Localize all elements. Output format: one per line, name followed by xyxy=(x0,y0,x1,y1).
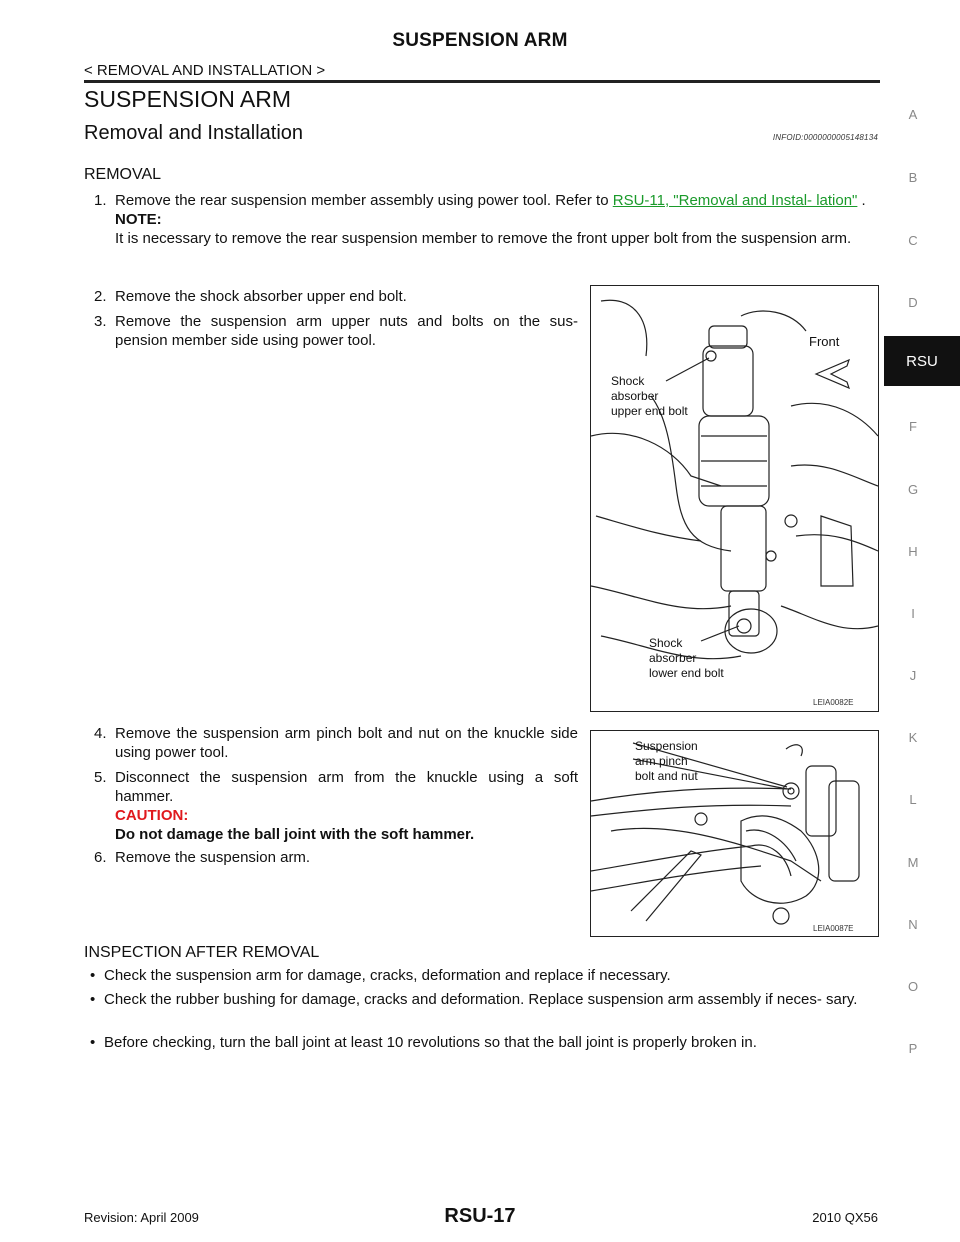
caution-label: CAUTION: xyxy=(115,807,189,824)
label-front: Front xyxy=(809,334,840,349)
step-text: Disconnect the suspension arm from the knuckle using a soft hammer. xyxy=(115,769,578,805)
side-tab-i[interactable]: I xyxy=(911,606,915,621)
step-number: 4. xyxy=(94,725,107,742)
bullet-text: Before checking, turn the ball joint at least 10 revolutions so that the ball joint is properly broken in. xyxy=(104,1034,757,1051)
step-text: Remove the shock absorber upper end bolt. xyxy=(115,288,407,305)
subsection-title: Removal and Installation xyxy=(84,122,304,144)
side-tab-g[interactable]: G xyxy=(907,482,919,497)
step-text: Remove the suspension arm. xyxy=(115,849,311,866)
side-tab-o[interactable]: O xyxy=(907,979,919,994)
step-3 xyxy=(94,312,578,350)
footer-revision: Revision: April 2009 xyxy=(84,1210,199,1225)
step-text: Remove the rear suspension member assembly using power tool. Refer to xyxy=(115,192,613,209)
side-tab-b[interactable]: B xyxy=(908,170,918,185)
inspection-bullet xyxy=(90,990,880,1009)
side-tab-k[interactable]: K xyxy=(908,730,918,745)
side-tab-h[interactable]: H xyxy=(908,544,918,559)
label-lower-end-bolt: Shock absorber lower end bolt xyxy=(649,636,724,680)
side-tab-l[interactable]: L xyxy=(909,792,917,807)
side-tab-n[interactable]: N xyxy=(908,917,918,932)
step-1 xyxy=(94,191,880,248)
caution-text: Do not damage the ball joint with the soft hammer. xyxy=(115,826,475,843)
note-text: It is necessary to remove the rear suspension member to remove the front upper bolt from the suspension arm. xyxy=(115,230,852,247)
inspection-bullet xyxy=(90,966,880,985)
section-title: SUSPENSION ARM xyxy=(84,86,292,112)
side-tab-p[interactable]: P xyxy=(908,1041,918,1056)
side-tab-j[interactable]: J xyxy=(909,668,917,683)
page-header-title: SUSPENSION ARM xyxy=(392,30,568,51)
label-upper-end-bolt: Shock absorber upper end bolt xyxy=(611,374,688,418)
bullet-marker: • xyxy=(90,1034,96,1051)
step-text: Remove the suspension arm upper nuts and bolts on the sus- pension member side using power tool. xyxy=(115,313,578,349)
info-id: INFOID:0000000005148134 xyxy=(772,133,878,142)
side-tab-a[interactable]: A xyxy=(908,107,918,122)
figure-code: LEIA0082E xyxy=(813,698,854,707)
side-tab-f[interactable]: F xyxy=(909,419,917,434)
side-tab-d[interactable]: D xyxy=(908,295,918,310)
side-tab-rsu-active[interactable]: RSU xyxy=(884,336,960,386)
breadcrumb: < REMOVAL AND INSTALLATION > xyxy=(84,62,326,79)
inspection-bullet xyxy=(90,1033,880,1052)
inspection-heading: INSPECTION AFTER REMOVAL xyxy=(84,944,320,961)
bullet-text: Check the rubber bushing for damage, cracks and deformation. Replace suspension arm assembly if neces- sary. xyxy=(104,991,858,1008)
reference-link[interactable]: RSU-11, "Removal and Instal- lation" xyxy=(612,192,858,209)
step-text: Remove the suspension arm pinch bolt and nut on the knuckle side using power tool. xyxy=(115,725,578,761)
figure-pinch-bolt xyxy=(590,730,879,937)
step-number: 1. xyxy=(94,192,107,209)
step-number: 5. xyxy=(94,769,107,786)
step-number: 2. xyxy=(94,288,107,305)
header-divider xyxy=(84,80,880,83)
figure-shock-absorber xyxy=(590,285,879,712)
note-label: NOTE: xyxy=(115,211,162,228)
figure-code: LEIA0087E xyxy=(813,924,854,933)
side-tab-c[interactable]: C xyxy=(908,233,918,248)
bullet-marker: • xyxy=(90,991,96,1008)
step-6 xyxy=(94,848,578,867)
step-4 xyxy=(94,724,578,762)
bullet-marker: • xyxy=(90,967,96,984)
step-2 xyxy=(94,287,578,306)
step-number: 3. xyxy=(94,313,107,330)
step-number: 6. xyxy=(94,849,107,866)
side-tab-m[interactable]: M xyxy=(907,855,919,870)
label-pinch-bolt: Suspension arm pinch bolt and nut xyxy=(635,739,698,783)
footer-model: 2010 QX56 xyxy=(812,1210,878,1225)
shock-absorber-illustration xyxy=(591,286,878,711)
bullet-text: Check the suspension arm for damage, cracks, deformation and replace if necessary. xyxy=(104,967,671,984)
step-5 xyxy=(94,768,578,844)
footer-page-number: RSU-17 xyxy=(444,1205,516,1227)
removal-heading: REMOVAL xyxy=(84,166,162,183)
step-text-tail: . xyxy=(857,192,866,209)
